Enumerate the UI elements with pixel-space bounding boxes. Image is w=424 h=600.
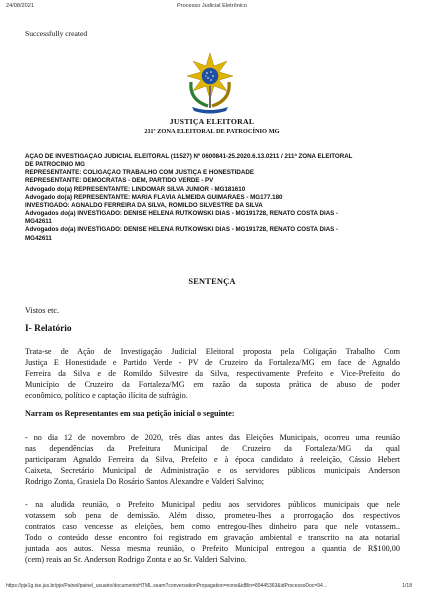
print-footer-url: https://pje1g.tse.jus.br/pje/Painel/painel_usuario/documentoHTML.seam?conversationPropagation=none&idBin=89445363&idProcessoDoc=94… [6, 583, 328, 589]
paragraph-line: Rodrigo Zonta, Grasiela Do Rosário Santos Alexandre e Valderi Salvino; [25, 476, 265, 486]
status-message: Successfully created [25, 29, 88, 38]
paragraph-line: Justiça E Honestidade e Partido Verde - PV de Cruzeiro da Fortaleza/MG em face de Agnaldo [25, 357, 400, 367]
print-header-title: Processo Judicial Eletrônico [177, 3, 247, 9]
paragraph-line: - no dia 12 de novembro de 2020, três dias antes das Eleições Municipais, ocorreu uma reunião [25, 433, 400, 442]
org-subtitle: 211ª ZONA ELEITORAL DE PATROCÍNIO MG [144, 128, 280, 135]
paragraph-subheading [25, 409, 400, 420]
paragraph-line: juntada aos autos. Nessa mesma reunião, o Prefeito Municipal entregou a quantia de R$100,00 [25, 543, 400, 553]
paragraph-line: Caixeta, Secretário Municipal de Administração e os servidores públicos municipais Anderson [25, 465, 400, 475]
paragraph-allegation [25, 500, 400, 565]
case-line: REPRESENTANTE: DEMOCRATAS - DEM, PARTIDO VERDE - PV [25, 177, 214, 185]
paragraph-line: econômico, político e captação ilícita de sufrágio. [25, 390, 188, 400]
paragraph-line: participaram Agnaldo Ferreira da Silva, Prefeito e à época candidato à reeleição, Cássio Hebert [25, 454, 400, 464]
case-line: MG42611 [25, 218, 52, 226]
case-line: Advogados do(a) INVESTIGADO: DENISE HELENA RUTKOWSKI DIAS - MG191728, RENATO COSTA DIAS - [25, 210, 339, 218]
section-heading: I- Relatório [25, 324, 72, 334]
case-line: REPRESENTANTE: COLIGAÇÃO TRABALHO COM JUSTIÇA E HONESTIDADE [25, 169, 254, 177]
paragraph-line: Todo o conteúdo desse encontro foi registrado em gravação ambiental e transcrito na ata notarial [25, 532, 400, 542]
paragraph-line: Trata-se de Ação de Investigação Judicial Eleitoral proposta pela Coligação Trabalho Com [25, 347, 400, 356]
document-title: SENTENÇA [188, 277, 236, 286]
paragraph-line: - na aludida reunião, o Prefeito Municipal pediu aos servidores públicos municipais que nele [25, 500, 400, 509]
page-number: 1/18 [402, 583, 412, 589]
paragraph-line: Município de Cruzeiro da Fortaleza/MG em razão da suposta prática de abuso de poder [25, 379, 400, 389]
case-line: DE PATROCÍNIO MG [25, 161, 85, 169]
brazil-coat-of-arms-icon [184, 52, 236, 114]
case-line: Advogados do(a) INVESTIGADO: DENISE HELENA RUTKOWSKI DIAS - MG191728, RENATO COSTA DIAS - [25, 226, 339, 234]
case-line: Advogado do(a) REPRESENTANTE: LINDOMAR SILVA JUNIOR - MG181610 [25, 185, 246, 193]
opening-text: Vistos etc. [25, 306, 60, 315]
org-name: JUSTIÇA ELEITORAL [169, 117, 255, 126]
case-line: AÇÃO DE INVESTIGAÇÃO JUDICIAL ELEITORAL (11527) Nº 0600841-25.2020.6.13.0211 / 211ª ZONA ELEITORAL [25, 153, 353, 160]
case-info-block [25, 153, 409, 243]
paragraph-line: nas dependências da Prefeitura Municipal de Cruzeiro da Fortaleza/MG da qual [25, 443, 400, 453]
case-line: MG42611 [25, 234, 52, 242]
paragraph-intro [25, 347, 400, 402]
paragraph-line: Narram os Representantes em sua petição inicial o seguinte: [25, 409, 235, 418]
paragraph-line: Ferreira da Silva e de Romildo Silvestre da Silva, respectivamente Prefeito e Vice-Prefeito do [25, 368, 400, 378]
paragraph-meeting [25, 433, 400, 488]
paragraph-line: votassem sob pena de demissão. Além disso, prometeu-lhes a prorrogação dos respectivos [25, 510, 400, 520]
case-line: Advogado do(a) REPRESENTANTE: MARIA FLÁVIA ALMEIDA GUIMARÃES - MG177.180 [25, 193, 283, 201]
paragraph-line: (cem) reais ao Sr. Anderson Rodrigo Zonta e ao Sr. Valderi Salvino. [25, 554, 247, 564]
paragraph-line: contratos caso vencesse as eleições, bem como entregou-lhes dinheiro para que nele votassem.. [25, 521, 400, 531]
case-line: INVESTIGADO: AGNALDO FERREIRA DA SILVA, ROMILDO SILVESTRE DA SILVA [25, 201, 263, 209]
print-date: 24/08/2021 [6, 3, 34, 9]
